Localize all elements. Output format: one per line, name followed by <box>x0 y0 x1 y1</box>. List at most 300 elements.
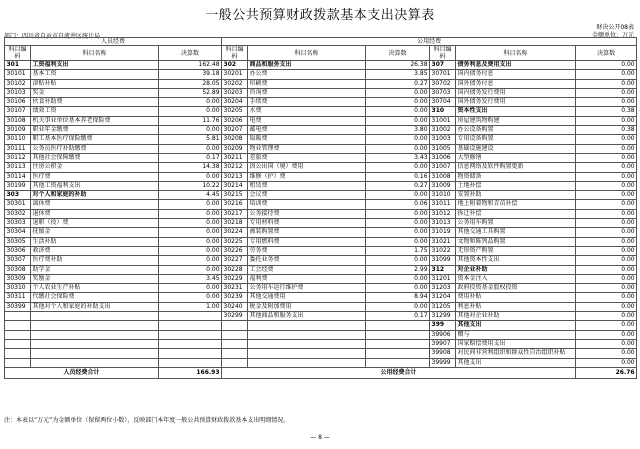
code-cell: 30112 <box>5 153 31 162</box>
table-row <box>5 339 637 348</box>
col-header-code: 科目编码 <box>5 46 31 61</box>
table-row <box>5 349 637 358</box>
amount-cell: 0.00 <box>366 107 430 116</box>
table-row <box>5 219 637 228</box>
col-header-amount: 决算数 <box>159 46 222 61</box>
table-row <box>5 209 637 218</box>
name-cell: 办公设备购置 <box>456 126 576 135</box>
name-cell: 公务用车运行维护费 <box>248 284 366 293</box>
amount-cell: 8.94 <box>366 293 430 302</box>
code-cell: 30306 <box>5 246 31 255</box>
code-cell: 30305 <box>5 237 31 246</box>
name-cell: 政府投资基金股权投资 <box>456 284 576 293</box>
amount-cell: 0.00 <box>576 302 637 311</box>
name-cell: 其他商品和服务支出 <box>248 312 366 321</box>
amount-cell: 0.00 <box>576 284 637 293</box>
amount-cell: 0.00 <box>576 116 637 125</box>
code-cell: 30309 <box>5 274 31 283</box>
name-cell: 因公出国（境）费用 <box>248 163 366 172</box>
name-cell: 地上附着物和青苗补偿 <box>456 200 576 209</box>
code-cell: 31204 <box>430 293 456 302</box>
code-cell: 301 <box>5 61 31 70</box>
amount-cell: 0.00 <box>576 200 637 209</box>
name-cell: 其他支出 <box>456 321 576 330</box>
amount-cell <box>366 349 430 358</box>
code-cell: 30213 <box>222 172 248 181</box>
name-cell: 物业管理费 <box>248 144 366 153</box>
name-cell: 无形资产购置 <box>456 246 576 255</box>
amount-cell: 3.45 <box>159 274 222 283</box>
code-cell: 31021 <box>430 237 456 246</box>
name-cell: 津贴补贴 <box>31 79 159 88</box>
name-cell: 职工基本医疗保险缴费 <box>31 135 159 144</box>
amount-cell: 162.48 <box>159 61 222 70</box>
amount-cell: 3.85 <box>366 70 430 79</box>
expenditure-table <box>4 37 637 379</box>
amount-cell: 0.00 <box>366 191 430 200</box>
amount-cell: 0.00 <box>576 237 637 246</box>
amount-cell: 0.00 <box>159 209 222 218</box>
amount-cell: 0.00 <box>366 284 430 293</box>
amount-cell: 0.17 <box>159 153 222 162</box>
code-cell <box>5 339 31 348</box>
amount-cell: 4.45 <box>159 191 222 200</box>
name-cell: 奖励金 <box>31 274 159 283</box>
name-cell <box>31 349 159 358</box>
code-cell: 30109 <box>5 126 31 135</box>
col-header-name: 科目名称 <box>31 46 159 61</box>
code-cell: 30302 <box>5 209 31 218</box>
page-number: — 8 — <box>310 434 330 441</box>
code-cell: 31003 <box>430 135 456 144</box>
name-cell: 资本金注入 <box>456 274 576 283</box>
amount-cell: 0.00 <box>576 191 637 200</box>
name-cell: 国外债务发行费用 <box>456 98 576 107</box>
amount-cell: 0.00 <box>366 163 430 172</box>
code-cell: 30203 <box>222 88 248 97</box>
name-cell: 安置补助 <box>456 191 576 200</box>
code-cell: 30231 <box>222 284 248 293</box>
code-cell: 399 <box>430 321 456 330</box>
name-cell: 会议费 <box>248 191 366 200</box>
code-cell: 39907 <box>430 339 456 348</box>
code-cell: 303 <box>5 191 31 200</box>
code-cell: 31099 <box>430 256 456 265</box>
table-row <box>5 163 637 172</box>
code-cell <box>5 330 31 339</box>
code-cell: 30103 <box>5 88 31 97</box>
amount-cell: 0.27 <box>366 79 430 88</box>
amount-cell: 0.00 <box>159 98 222 107</box>
code-cell: 39999 <box>430 358 456 367</box>
code-cell <box>222 339 248 348</box>
amount-cell: 0.00 <box>576 293 637 302</box>
name-cell: 劳务费 <box>248 246 366 255</box>
amount-cell: 0.00 <box>576 88 637 97</box>
table-row <box>5 153 637 162</box>
name-cell: 医疗费 <box>31 172 159 181</box>
amount-cell: 0.00 <box>366 219 430 228</box>
name-cell: 绩效工资 <box>31 107 159 116</box>
amount-cell: 0.00 <box>576 339 637 348</box>
name-cell: 基础设施建设 <box>456 144 576 153</box>
code-cell: 30211 <box>222 153 248 162</box>
amount-cell: 3.43 <box>366 153 430 162</box>
table-row <box>5 293 637 302</box>
name-cell: 国内债务付息 <box>456 70 576 79</box>
code-cell: 30214 <box>222 181 248 190</box>
amount-cell: 0.38 <box>576 107 637 116</box>
code-cell: 30299 <box>222 312 248 321</box>
code-cell: 31005 <box>430 144 456 153</box>
code-cell <box>5 321 31 330</box>
code-cell: 30303 <box>5 219 31 228</box>
code-cell: 30113 <box>5 163 31 172</box>
name-cell: 机关事业单位基本养老保险费 <box>31 116 159 125</box>
amount-cell: 0.00 <box>159 265 222 274</box>
column-header-row <box>5 46 637 61</box>
name-cell: 水费 <box>248 107 366 116</box>
code-cell: 30106 <box>5 98 31 107</box>
amount-cell: 0.00 <box>366 144 430 153</box>
code-cell <box>222 321 248 330</box>
code-cell: 31019 <box>430 228 456 237</box>
amount-cell: 0.00 <box>576 144 637 153</box>
col-header-code: 科目编码 <box>222 46 248 61</box>
amount-cell: 0.00 <box>159 284 222 293</box>
code-cell: 30301 <box>5 200 31 209</box>
amount-cell: 0.00 <box>366 302 430 311</box>
table-row <box>5 79 637 88</box>
code-cell: 30228 <box>222 265 248 274</box>
table-row <box>5 116 637 125</box>
amount-cell: 0.00 <box>159 172 222 181</box>
personnel-total-value: 166.93 <box>159 367 222 378</box>
code-cell: 30101 <box>5 70 31 79</box>
name-cell: 伙食补助费 <box>31 98 159 107</box>
code-cell: 312 <box>430 265 456 274</box>
table-row <box>5 302 637 311</box>
code-cell: 30111 <box>5 144 31 153</box>
amount-cell: 0.00 <box>159 293 222 302</box>
name-cell: 拆迁补偿 <box>456 209 576 218</box>
code-cell <box>222 358 248 367</box>
name-cell: 奖金 <box>31 88 159 97</box>
amount-cell: 0.00 <box>159 144 222 153</box>
code-cell: 30217 <box>222 209 248 218</box>
public-total-value: 26.76 <box>576 367 637 378</box>
name-cell: 手续费 <box>248 98 366 107</box>
amount-cell: 0.00 <box>576 321 637 330</box>
amount-cell: 0.00 <box>576 265 637 274</box>
code-cell: 30215 <box>222 191 248 200</box>
name-cell: 其他交通工具购置 <box>456 228 576 237</box>
table-row <box>5 98 637 107</box>
amount-cell <box>159 330 222 339</box>
code-cell: 30399 <box>5 302 31 311</box>
amount-cell: 39.18 <box>159 70 222 79</box>
amount-cell: 0.00 <box>366 88 430 97</box>
form-number: 财决公开08表 <box>596 24 634 31</box>
name-cell: 专用材料费 <box>248 219 366 228</box>
amount-cell: 14.38 <box>159 163 222 172</box>
table-row <box>5 228 637 237</box>
amount-cell: 0.06 <box>366 200 430 209</box>
name-cell: 公务接待费 <box>248 209 366 218</box>
amount-cell: 0.00 <box>159 126 222 135</box>
amount-cell: 26.38 <box>366 61 430 70</box>
table-row <box>5 358 637 367</box>
table-row <box>5 321 637 330</box>
table-row <box>5 256 637 265</box>
code-cell: 31002 <box>430 126 456 135</box>
name-cell: 福利费 <box>248 274 366 283</box>
amount-cell <box>159 349 222 358</box>
name-cell <box>31 312 159 321</box>
col-header-name: 科目名称 <box>248 46 366 61</box>
table-row <box>5 107 637 116</box>
amount-cell: 10.22 <box>159 181 222 190</box>
code-cell: 39908 <box>430 349 456 358</box>
name-cell: 培训费 <box>248 200 366 209</box>
amount-cell <box>159 312 222 321</box>
amount-cell: 0.00 <box>576 61 637 70</box>
name-cell: 邮电费 <box>248 126 366 135</box>
code-cell: 30240 <box>222 302 248 311</box>
name-cell: 被装购置费 <box>248 228 366 237</box>
name-cell <box>248 349 366 358</box>
public-total-label: 公用经费合计 <box>222 367 576 378</box>
section-public: 公用经费 <box>222 38 637 46</box>
name-cell: 利息补贴 <box>456 302 576 311</box>
name-cell: 税金及附加费用 <box>248 302 366 311</box>
name-cell: 印刷费 <box>248 79 366 88</box>
name-cell: 电费 <box>248 116 366 125</box>
name-cell: 资本性支出 <box>456 107 576 116</box>
code-cell: 30310 <box>5 284 31 293</box>
name-cell: 工资福利支出 <box>31 61 159 70</box>
code-cell <box>222 349 248 358</box>
code-cell: 30204 <box>222 98 248 107</box>
amount-cell: 0.00 <box>159 228 222 237</box>
amount-cell: 0.00 <box>366 209 430 218</box>
code-cell: 30311 <box>5 293 31 302</box>
code-cell: 310 <box>430 107 456 116</box>
name-cell: 离休费 <box>31 200 159 209</box>
name-cell: 生活补助 <box>31 237 159 246</box>
name-cell: 对企业补助 <box>456 265 576 274</box>
code-cell: 31013 <box>430 219 456 228</box>
amount-cell: 0.00 <box>576 153 637 162</box>
amount-cell: 1.00 <box>159 302 222 311</box>
section-header-row <box>5 38 637 46</box>
amount-cell: 0.00 <box>576 219 637 228</box>
amount-cell: 0.00 <box>159 107 222 116</box>
name-cell <box>31 339 159 348</box>
code-cell: 30229 <box>222 274 248 283</box>
code-cell: 30207 <box>222 126 248 135</box>
name-cell <box>248 330 366 339</box>
amount-cell <box>159 358 222 367</box>
name-cell: 大型修缮 <box>456 153 576 162</box>
amount-cell: 11.76 <box>159 116 222 125</box>
code-cell: 30701 <box>430 70 456 79</box>
amount-cell: 0.00 <box>576 246 637 255</box>
name-cell: 助学金 <box>31 265 159 274</box>
name-cell: 其他对企业补助 <box>456 312 576 321</box>
name-cell <box>31 321 159 330</box>
code-cell: 31006 <box>430 153 456 162</box>
amount-cell: 0.00 <box>366 256 430 265</box>
amount-cell: 0.16 <box>366 172 430 181</box>
code-cell: 31201 <box>430 274 456 283</box>
amount-cell: 0.00 <box>576 330 637 339</box>
name-cell: 退职（役）费 <box>31 219 159 228</box>
table-row <box>5 284 637 293</box>
name-cell: 公务用车购置 <box>456 219 576 228</box>
name-cell: 职业年金缴费 <box>31 126 159 135</box>
amount-cell: 0.00 <box>366 274 430 283</box>
code-cell: 30201 <box>222 70 248 79</box>
amount-cell: 0.00 <box>366 135 430 144</box>
name-cell <box>248 358 366 367</box>
code-cell: 31299 <box>430 312 456 321</box>
name-cell: 国内债务发行费用 <box>456 88 576 97</box>
table-row <box>5 126 637 135</box>
name-cell: 赠与 <box>456 330 576 339</box>
code-cell: 31203 <box>430 284 456 293</box>
code-cell: 30307 <box>5 256 31 265</box>
code-cell: 30205 <box>222 107 248 116</box>
name-cell: 其他交通费用 <box>248 293 366 302</box>
table-row <box>5 88 637 97</box>
name-cell: 医疗费补助 <box>31 256 159 265</box>
name-cell: 住房公积金 <box>31 163 159 172</box>
amount-cell: 0.00 <box>366 228 430 237</box>
code-cell: 30114 <box>5 172 31 181</box>
name-cell: 退休费 <box>31 209 159 218</box>
name-cell: 对民间非营利组织和群众性自治组织补贴 <box>456 349 576 358</box>
table-row <box>5 246 637 255</box>
name-cell: 其他支出 <box>456 358 576 367</box>
code-cell <box>222 330 248 339</box>
amount-cell: 0.00 <box>576 79 637 88</box>
code-cell: 30209 <box>222 144 248 153</box>
table-row <box>5 172 637 181</box>
col-header-code: 科目编码 <box>430 46 456 61</box>
amount-cell: 0.00 <box>576 209 637 218</box>
unit-label: 金额单位：万元 <box>591 32 634 39</box>
code-cell: 30102 <box>5 79 31 88</box>
code-cell: 30226 <box>222 246 248 255</box>
code-cell <box>5 349 31 358</box>
footnote: 注：本表以“万元”为金额单位（保留两位小数），反映部门本年度一般公共预算财政拨款基本支出明细情况。 <box>4 417 290 424</box>
code-cell: 30703 <box>430 88 456 97</box>
amount-cell: 0.00 <box>576 70 637 79</box>
table-row <box>5 274 637 283</box>
table-row <box>5 181 637 190</box>
name-cell: 房屋建筑物购建 <box>456 116 576 125</box>
table-row <box>5 237 637 246</box>
name-cell: 基本工资 <box>31 70 159 79</box>
code-cell: 31009 <box>430 181 456 190</box>
amount-cell: 0.00 <box>159 256 222 265</box>
amount-cell: 28.05 <box>159 79 222 88</box>
amount-cell <box>159 321 222 330</box>
name-cell: 取暖费 <box>248 135 366 144</box>
name-cell: 专用设备购置 <box>456 135 576 144</box>
amount-cell: 0.00 <box>366 98 430 107</box>
code-cell <box>5 358 31 367</box>
personnel-total-label: 人员经费合计 <box>5 367 159 378</box>
amount-cell: 0.00 <box>159 237 222 246</box>
name-cell <box>248 321 366 330</box>
name-cell: 其他对个人和家庭的补助支出 <box>31 302 159 311</box>
code-cell: 30107 <box>5 107 31 116</box>
code-cell: 307 <box>430 61 456 70</box>
amount-cell: 0.00 <box>159 246 222 255</box>
table-row <box>5 330 637 339</box>
name-cell: 国家赔偿费用支出 <box>456 339 576 348</box>
code-cell: 30704 <box>430 98 456 107</box>
col-header-name: 科目名称 <box>456 46 576 61</box>
amount-cell: 3.80 <box>366 126 430 135</box>
name-cell: 土地补偿 <box>456 181 576 190</box>
code-cell: 30202 <box>222 79 248 88</box>
col-header-amount: 决算数 <box>576 46 637 61</box>
name-cell: 公务员医疗补助缴费 <box>31 144 159 153</box>
name-cell <box>31 358 159 367</box>
code-cell: 30304 <box>5 228 31 237</box>
name-cell: 专用燃料费 <box>248 237 366 246</box>
code-cell: 30239 <box>222 293 248 302</box>
code-cell: 31001 <box>430 116 456 125</box>
code-cell: 30110 <box>5 135 31 144</box>
amount-cell: 0.00 <box>366 237 430 246</box>
code-cell: 31007 <box>430 163 456 172</box>
amount-cell <box>366 358 430 367</box>
name-cell: 国外债务付息 <box>456 79 576 88</box>
code-cell: 302 <box>222 61 248 70</box>
name-cell <box>248 339 366 348</box>
amount-cell: 0.00 <box>576 181 637 190</box>
name-cell: 文物和陈列品购置 <box>456 237 576 246</box>
amount-cell: 2.99 <box>366 265 430 274</box>
name-cell: 其他工资福利支出 <box>31 181 159 190</box>
table-row <box>5 191 637 200</box>
amount-cell <box>366 330 430 339</box>
amount-cell: 0.38 <box>576 126 637 135</box>
code-cell: 31011 <box>430 200 456 209</box>
col-header-amount: 决算数 <box>366 46 430 61</box>
amount-cell <box>159 339 222 348</box>
name-cell: 差旅费 <box>248 153 366 162</box>
code-cell: 30212 <box>222 163 248 172</box>
amount-cell: 0.00 <box>576 163 637 172</box>
amount-cell: 0.00 <box>576 312 637 321</box>
amount-cell: 0.00 <box>576 172 637 181</box>
totals-row <box>5 367 637 378</box>
name-cell: 代缴社会保险费 <box>31 293 159 302</box>
name-cell: 咨询费 <box>248 88 366 97</box>
amount-cell: 0.27 <box>366 181 430 190</box>
amount-cell: 52.89 <box>159 88 222 97</box>
amount-cell <box>366 339 430 348</box>
amount-cell: 0.17 <box>366 312 430 321</box>
amount-cell: 1.75 <box>366 246 430 255</box>
code-cell: 30308 <box>5 265 31 274</box>
amount-cell: 0.00 <box>576 98 637 107</box>
